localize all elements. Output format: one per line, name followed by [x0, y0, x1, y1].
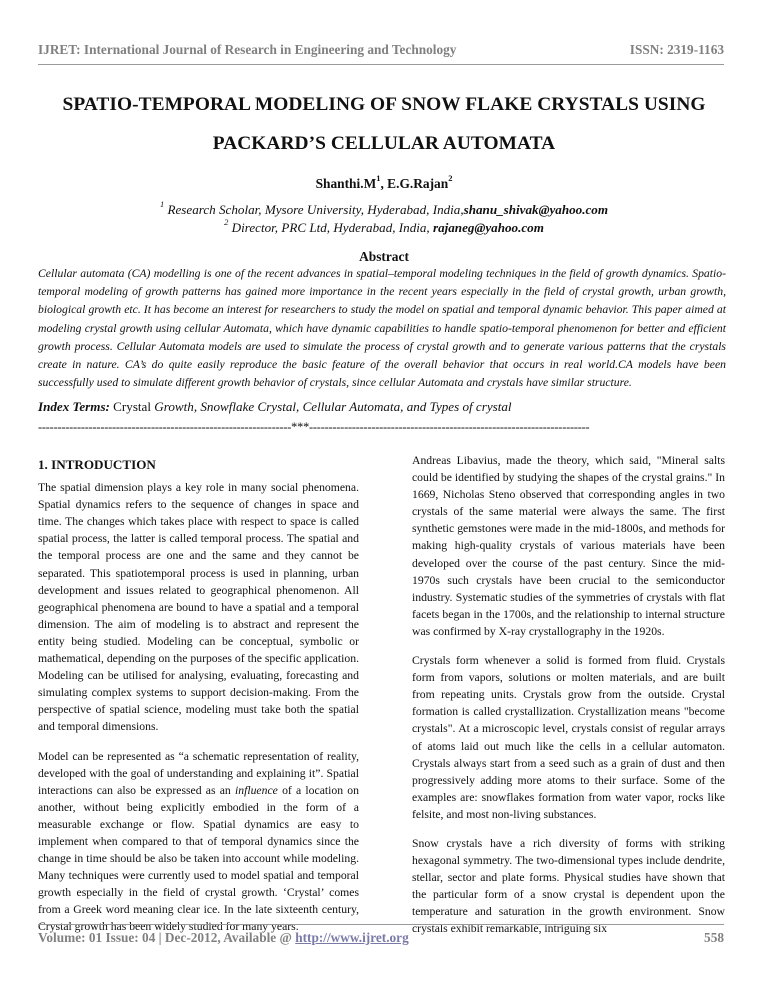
intro-paragraph-2 [38, 748, 359, 936]
right-paragraph-2: Crystals form whenever a solid is formed from fluid. Crystals form from vapors, solutions or molten materials, and are built from repeating units. Crystals grow from the outside. Crystal formation is called crystallization. Crystallization means "become crystals". At a microscopic level, crystals consist of regular arrays of atoms laid out much like the cells in a cellular automaton. Crystals always start from a seed such as a grain of dust and then progressively adding more atoms to their surface. Some of the examples are: snowflakes formation from water vapor, rocks like felsite, and most non-living substances. [412, 654, 725, 821]
abstract-text: Cellular automata (CA) modelling is one of the recent advances in spatial–temporal modeling techniques in the field of growth dynamics. Spatio-temporal modeling of growth patterns has gained more importance in the recent years especially in the field of crystal growth, urban growth, biological growth etc. It has become an interest for researchers to study the model on spatial and temporal dynamic behavior. This paper aimed at modeling crystal growth using cellular Automata, which have dynamic capabilities to handle spatio-temporal phenomenon for better and efficient growth process. Cellular Automata models are used to simulate the process of crystal growth and to generate various patterns that the crystals create in nature. CA’s do quite easily reproduce the basic feature of the overall behavior that occurs in real world.CA models have been successfully used to simulate different growth behavior of crystals, since cellular Automata and crystals have similar structure. [38, 267, 726, 390]
right-paragraph-1: Andreas Libavius, made the theory, which said, "Mineral salts could be identified by studying the shapes of the crystal grains." In 1669, Nicholas Steno observed that corresponding angles in two crystals of the same material were always the same. The first synthetic gemstones were made in the mid-1800s, and methods for making high-quality crystals of various materials have been developed over the course of the past century. Since the mid-1970s such crystals have been crucial to the semiconductor industry. Systematic studies of the symmetries of crystals with flat facets began in the 1700s, and the relationship to internal structure was confirmed by X-ray crystallography in the 1920s. [412, 454, 725, 638]
author-2: E.G.Rajan [387, 176, 449, 191]
issn: ISSN: 2319-1163 [629, 42, 724, 57]
left-column [38, 456, 359, 948]
right-column [412, 452, 725, 950]
author-2-affiliation-mark: 2 [448, 173, 453, 183]
running-header [38, 42, 724, 62]
page-number: 558 [704, 930, 724, 945]
right-paragraph-3: Snow crystals have a rich diversity of forms with striking hexagonal symmetry. The two-dimensional types include dendrite, stellar, sector and plate forms. Physical studies have shown that the particular form of a snow crystal is dependent upon the temperature and saturation in the growth environment. Snow crystals exhibit remarkable, intriguing six [412, 836, 725, 936]
author-1: Shanthi.M [315, 176, 377, 191]
index-terms-label: Index Terms: [38, 399, 110, 414]
journal-name: IJRET: International Journal of Research in Engineering and Technology [38, 42, 457, 57]
affiliation-2-text: Director, PRC Ltd, Hyderabad, India, [228, 220, 433, 235]
volume-info [38, 930, 409, 946]
section-separator: -----------------------------------------------------------------***------------------------------------------------------------------------ [38, 420, 590, 434]
intro-paragraph-2-start: Model can be represented as “a schematic representation of reality, developed with the goal of understanding and explaining it”. Spatial interactions can also be expressed as an [38, 749, 359, 797]
author-2-email: rajaneg@yahoo.com [432, 220, 544, 235]
journal-url-link[interactable]: http://www.ijret.org [295, 930, 409, 945]
index-terms-first-word: Crystal [109, 399, 152, 414]
index-terms [38, 399, 728, 415]
author-list [0, 173, 768, 192]
author-separator: , [380, 176, 388, 191]
section-heading-introduction: 1. INTRODUCTION [38, 457, 156, 472]
affiliation-2 [0, 217, 768, 236]
affiliation-2-mark: 2 [224, 217, 229, 227]
intro-paragraph-1: The spatial dimension plays a key role in many social phenomena. Spatial dynamics refers to the sequence of changes in space and time. The changes which takes place with respect to space is called spatial process, the latter is called temporal process. The spatial and the temporal process are one and the same and they cannot be separated. This spatiotemporal process is used in planning, urban development and issues related to geographical phenomenon. All geographical phenomena are bound to have a spatial and a temporal dimension. The aim of modeling is to abstract and represent the entity being studied. Modeling can be conceptual, symbolic or mathematical, depending on the purposes of the specific application. Modeling can be utilised for analysing, evaluating, forecasting and simulating complex systems to support decision-making. From the perspective of spatial science, modeling must take both the spatial and temporal dimensions. [38, 481, 359, 734]
abstract-heading: Abstract [359, 249, 409, 264]
running-footer [38, 930, 724, 950]
header-rule [38, 64, 724, 65]
volume-issue-date: Volume: 01 Issue: 04 | Dec-2012, Available @ [38, 930, 296, 945]
author-1-email: shanu_shivak@yahoo.com [463, 202, 609, 217]
paper-title-line-1: SPATIO-TEMPORAL MODELING OF SNOW FLAKE CRYSTALS USING [62, 94, 706, 115]
intro-paragraph-2-end: of a location on another, without being explicitly embodied in the form of a measurable exchange or flow. Spatial dynamics are easy to implement when compared to that of temporal dynamics since the change in time should be also be taken into account while modeling. Many techniques were currently used to model spatial and temporal growth especially in the field of crystal growth. ‘Crystal’ comes from a Greek word meaning clear ice. In the late sixteenth century, Crystal growth has been widely studied for many years. [38, 783, 359, 934]
affiliation-1 [0, 199, 768, 218]
paper-title-line-2: PACKARD’S CELLULAR AUTOMATA [212, 133, 556, 154]
footer-rule [38, 924, 724, 925]
affiliation-1-mark: 1 [159, 199, 165, 209]
intro-paragraph-2-emphasis: influence [235, 783, 278, 797]
affiliation-1-text: Research Scholar, Mysore University, Hyderabad, India, [164, 202, 464, 217]
index-terms-list: Growth, Snowflake Crystal, Cellular Automata, and Types of crystal [151, 399, 512, 414]
author-1-affiliation-mark: 1 [376, 173, 381, 183]
